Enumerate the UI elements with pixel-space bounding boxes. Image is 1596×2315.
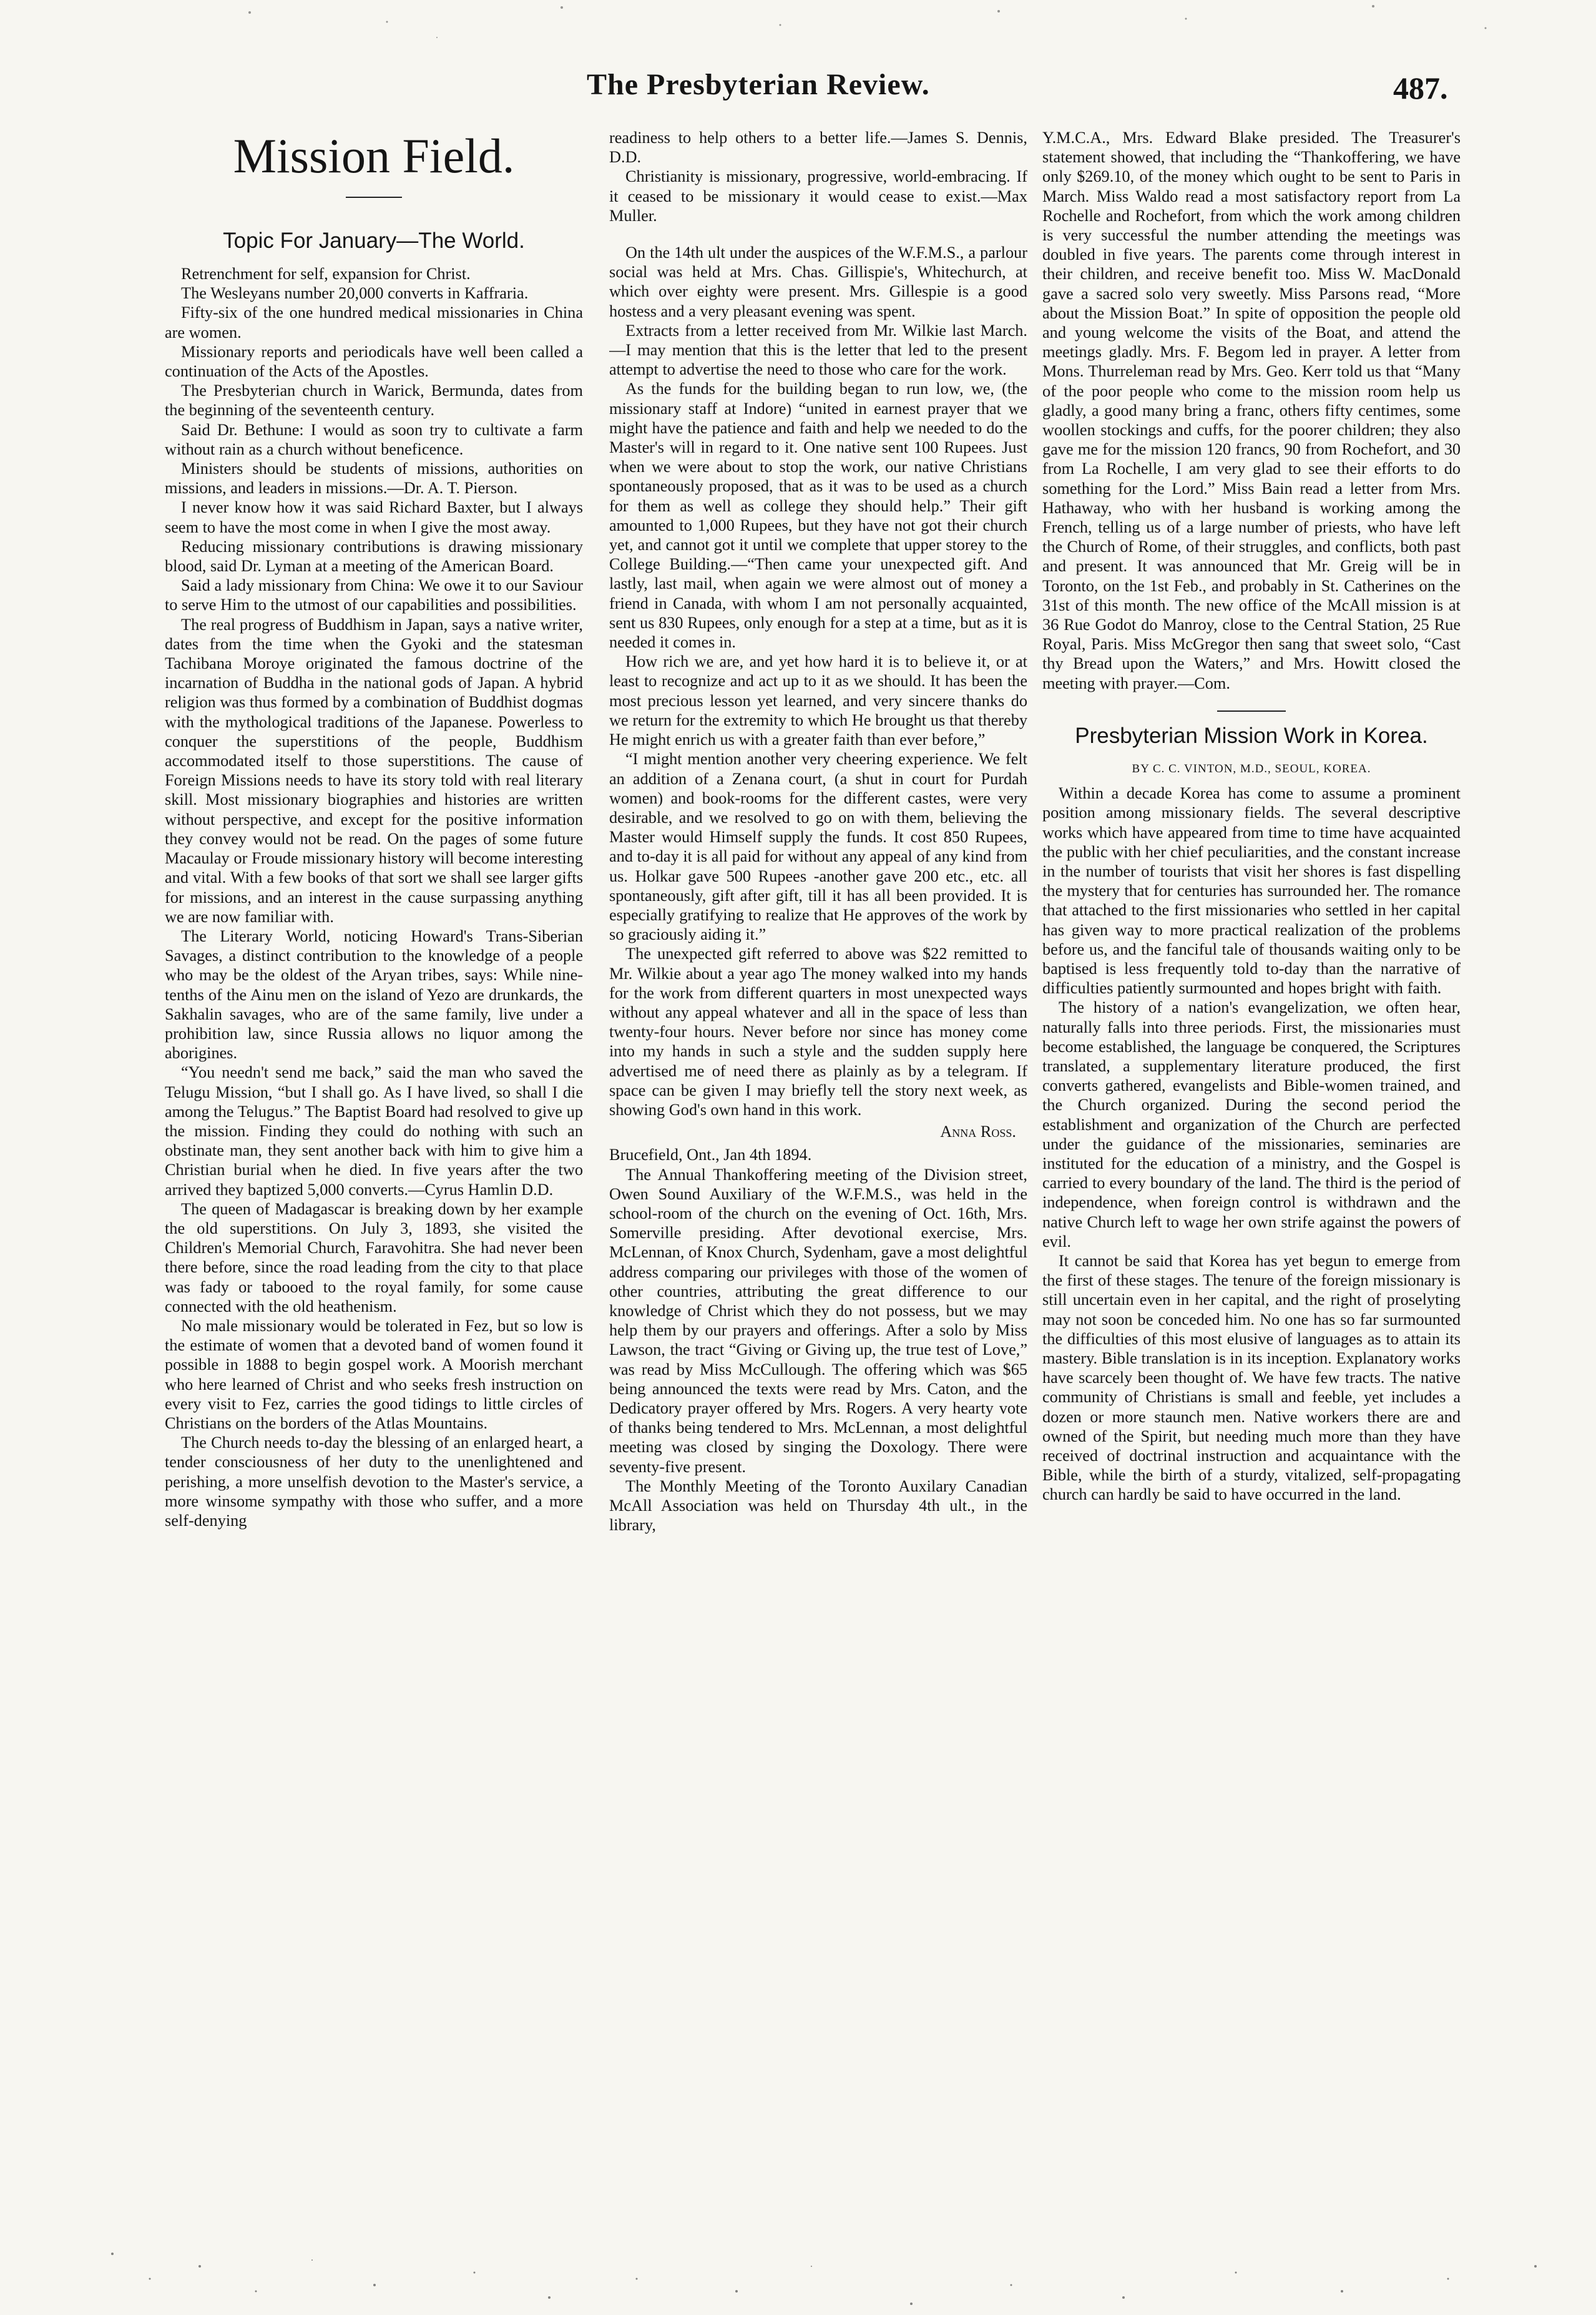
bottom-edge-speckle — [0, 2198, 1596, 2315]
paragraph: The Church needs to-day the blessing of an enlarged heart, a tender consciousness of her duty to the unenlightened and perishing, a more unselfish devotion to the Master's service, a more winsome sympathy with those who suffer, and a more self-denying — [165, 1433, 583, 1530]
paragraph: Brucefield, Ont., Jan 4th 1894. — [609, 1146, 812, 1164]
top-edge-speckle — [0, 0, 1596, 56]
paragraph: The history of a nation's evangelization, we often hear, naturally falls into three periods. First, the missionaries must become established, the language be conquered, the Scriptures translated, a supplementary literature produced, the first converts gathered, evangelists and Bible-women trained, and the Church organized. During the second period the establishment and organization of the Church are perfected under the guidance of the missionaries, seminaries are instituted for the education of a ministry, and the Gospel is carried to every boundary of the land. The third is the period of independence, when foreign control is withdrawn and the native Church left to wage her own strife against the powers of evil. — [1042, 998, 1461, 1251]
paragraph: Within a decade Korea has come to assume a prominent position among missionary fields. The several descriptive works which have appeared from time to time have acquainted the public with her chief peculiarities, and the constant increase in the number of tourists that visit her shores is fast dispelling the mystery that for centuries has surrounded her. The romance that attached to the first missionaries who settled in her capital has given way to more practical realization of the problems before us, and the fanciful tale of thousands waiting only to be baptised is less frequently told to-day than the narrative of difficulties patiently surmounted and hopes bright with faith. — [1042, 784, 1461, 998]
col2-body-top — [609, 128, 1027, 1119]
paragraph: The Annual Thankoffering meeting of the Division street, Owen Sound Auxiliary of the W.F.M.S., was held in the school-room of the church on the evening of Oct. 16th, Mrs. Somerville presiding. After devotional exercise, Mrs. McLennan, of Knox Church, Sydenham, gave a most delightful address comparing our privileges with those of the women of other countries, attributing the great difference to our knowledge of Christ which they do not possess, but we may help them by our prayers and offerings. After a solo by Miss Lawson, the tract “Giving or Giving up, the true test of Love,” was read by Miss McCullough. The offering which was $65 being announced the texts were read by Mrs. Caton, and the Dedicatory prayer offered by Mrs. Rogers. A very hearty vote of thanks being tendered to Mrs. McLennan, a most delightful meeting was closed by singing the Doxology. There were seventy-five present. — [609, 1165, 1027, 1476]
paragraph: Fifty-six of the one hundred medical missionaries in China are women. — [165, 303, 583, 342]
paragraph: I never know how it was said Richard Baxter, but I always seem to have the most come in when I give the most away. — [165, 498, 583, 536]
col2-body-bottom — [609, 1145, 1027, 1535]
paragraph: How rich we are, and yet how hard it is to believe it, or at least to recognize and act up to it as we should. It has been the most precious lesson yet learned, and very sincere thanks do we return for the extremity to which He brought us that thereby He might enrich us with a greater faith than ever before,” — [609, 652, 1027, 749]
paragraph: Reducing missionary contributions is drawing missionary blood, said Dr. Lyman at a meeting of the American Board. — [165, 537, 583, 576]
journal-title: The Presbyterian Review. — [587, 68, 930, 101]
column-1 — [165, 128, 583, 2157]
letter-signature: Anna Ross. — [940, 1123, 1016, 1141]
korea-heading: Presbyterian Mission Work in Korea. — [1075, 723, 1428, 748]
section-masthead: Mission Field. — [233, 129, 515, 183]
paragraph: “You needn't send me back,” said the man who saved the Telugu Mission, “but I shall go. As I have lived, so shall I die among the Telugus.” The Baptist Board had resolved to give up the mission. Finding they could do nothing with such an obstinate man, they sent another back with him to give him a Christian burial when he died. In five years after the two arrived they baptized 5,000 converts.—Cyrus Hamlin D.D. — [165, 1063, 583, 1199]
paragraph: Christianity is missionary, progressive, world-embracing. If it ceased to be missionary it would cease to exist.—Max Muller. — [609, 167, 1027, 225]
column-3 — [1042, 128, 1461, 2157]
masthead-rule — [346, 197, 402, 198]
paragraph: Ministers should be students of missions, authorities on missions, and leaders in missions.—Dr. A. T. Pierson. — [165, 460, 583, 498]
paragraph: Retrenchment for self, expansion for Christ. — [181, 265, 471, 283]
paragraph: “I might mention another very cheering experience. We felt an addition of a Zenana court, (a shut in court for Purdah women) and book-rooms for the different castes, were very desirable, and we resolved to go on with them, believing the Master would Himself supply the funds. It cost 850 Rupees, and to-day it is all paid for without any appeal of any kind from us. Holkar gave 500 Rupees -another gave 200 etc., etc. all spontaneously, gift after gift, till it has all been provided. It is especially gratifying to realize that He approves of the work by so graciously aiding it.” — [609, 750, 1027, 944]
col3-body-top — [1042, 128, 1461, 693]
paragraph: Extracts from a letter received from Mr. Wilkie last March.—I may mention that this is the letter that led to the present attempt to advertise the need to those who care for the work. — [609, 321, 1027, 379]
paragraph: Y.M.C.A., Mrs. Edward Blake presided. The Treasurer's statement showed, that including the “Thankoffering, we have only $269.10, of the money which ought to be sent to Paris in March. Miss Waldo read a most satisfactory report from La Rochelle and Rochefort, from which the work among children is very successful the number attending the meetings was doubled in five years. The parents come through interest in their children, and receive benefit too. Miss W. MacDonald gave a sacred solo very sweetly. Miss Parsons read, “More about the Mission Boat.” In spite of opposition the people old and young welcome the visits of the Boat, and attend the meetings gladly. Mrs. F. Begom led in prayer. A letter from Mons. Thurreleman read by Mrs. Geo. Kerr told us that “Many of the poor people who come to the mission room help us gladly, a good many bring a franc, others fifty centimes, some woollen stockings and cuffs, for the poorer children; they also gave me for the mission 120 francs, 90 from Rochefort, and 30 from La Rochelle, I am very glad to see their efforts to do something for the Lord.” Miss Bain read a letter from Mrs. Hathaway, who with her husband is working among the French, telling us of a large number of priests, who have left the Church of Rome, of their struggles, and conflicts, both past and present. It was announced that Mr. Greig will be in Toronto, on the 1st Feb., and probably in St. Catherines on the 31st of this month. The new office of the McAll mission is at 36 Rue Godot do Manroy, close to the Central Station, 25 Rue Royal, Paris. Miss McGregor then sang that sweet solo, “Cast thy Bread upon the Waters,” and Mrs. Howitt closed the meeting with prayer.—Com. — [1042, 129, 1461, 692]
paragraph: readiness to help others to a better life.—James S. Dennis, D.D. — [609, 129, 1027, 167]
paragraph: The Monthly Meeting of the Toronto Auxilary Canadian McAll Association was held on Thursday 4th ult., in the library, — [609, 1477, 1027, 1535]
paragraph: No male missionary would be tolerated in Fez, but so low is the estimate of women that a devoted band of women found it possible in 1888 to begin gospel work. A Moorish merchant who here learned of Christ and who seeks fresh instruction on every visit to Fez, carries the good tidings to little circles of Christians on the borders of the Atlas Mountains. — [165, 1316, 583, 1432]
topic-heading: Topic For January—The World. — [223, 229, 525, 253]
paragraph: The Literary World, noticing Howard's Trans-Siberian Savages, a distinct contribution to the knowledge of a people who may be the oldest of the Aryan tribes, says: While nine-tenths of the Ainu men on the island of Yezo are drunkards, the Sakhalin savages, who are of the same family, live under a prohibition law, since Russia allows no liquor among the aborigines. — [165, 926, 583, 1063]
paragraph: On the 14th ult under the auspices of the W.F.M.S., a parlour social was held at Mrs. Chas. Gillispie's, Whitechurch, at which over eighty were present. Mrs. Gillespie is a good hostess and a very pleasant evening was spent. — [609, 243, 1027, 320]
paragraph: Missionary reports and periodicals have well been called a continuation of the Acts of the Apostles. — [165, 342, 583, 381]
paragraph: Said Dr. Bethune: I would as soon try to cultivate a farm without rain as a church without beneficence. — [165, 420, 583, 458]
page-number: 487. — [1393, 71, 1448, 106]
paragraph: Said a lady missionary from China: We owe it to our Saviour to serve Him to the utmost of our capabilities and possibilities. — [165, 576, 583, 614]
section-rule — [1217, 710, 1286, 712]
article-byline: BY C. C. VINTON, M.D., SEOUL, KOREA. — [1132, 762, 1371, 775]
paragraph: As the funds for the building began to run low, we, (the missionary staff at Indore) “united in earnest prayer that we might have the patience and faith and help we needed to do the Master's will in regard to it. One native sent 100 Rupees. Just when we were about to stop the work, our native Christians spontaneously proposed, that as it was to be used as a church for them as well as college they should help.” Their gift amounted to 1,000 Rupees, but they have not got their church yet, and cannot got it until we complete that upper storey to the College Building.—“Then came your unexpected gift. And lastly, last mail, when again we were almost out of money a friend in Canada, with whom I am not personally acquainted, sent us 830 Rupees, only enough for a step at a time, but as it is needed it comes in. — [609, 380, 1027, 652]
paragraph: The queen of Madagascar is breaking down by her example the old superstitions. On July 3, 1893, she visited the Children's Memorial Church, Faravohitra. She had never been there before, since the road leading from the city to that place was fady or tabooed to the royal family, for some cause connected with the old heathenism. — [165, 1199, 583, 1315]
paragraph: It cannot be said that Korea has yet begun to emerge from the first of these stages. The tenure of the foreign missionary is still uncertain even in her capital, and the right of proselyting may not soon be conceded him. No one has so far surmounted the difficulties of this most elusive of languages as to attain its mastery. Bible translation is in its inception. Explanatory works have scarcely been thought of. We have few tracts. The native community of Christians is small and feeble, yet includes a dozen or more staunch men. Native workers there are and owned of the Spirit, but needing much more than they have received of doctrinal instruction and acquaintance with the Bible, while the birth of a sturdy, vitalized, self-propagating church can hardly be said to have occurred in the land. — [1042, 1251, 1461, 1504]
paragraph: The Wesleyans number 20,000 converts in Kaffraria. — [181, 284, 529, 303]
col1-body — [165, 264, 583, 1530]
running-head — [0, 67, 1596, 105]
col3-body-bottom — [1042, 784, 1461, 1505]
paragraph: The real progress of Buddhism in Japan, says a native writer, dates from the time when the Gyoki and the statesman Tachibana Moroye originated the famous doctrine of the incarnation of Buddha in the national gods of Japan. A hybrid religion was thus formed by a combination of Buddhist dogmas with the mythological traditions of the Japanese. Powerless to conquer the superstitions of the people, Buddhism accommodated itself to those superstitions. The cause of Foreign Missions needs to have its story told with real literary skill. Most missionary biographies and histories are written without perspective, and except for the positive information they convey would not be read. On the pages of some future Macaulay or Froude missionary history will become interesting and vital. With a few books of that sort we shall see larger gifts for missions, and an interest in the cause surpassing anything we are now familiar with. — [165, 615, 583, 926]
paragraph: The unexpected gift referred to above was $22 remitted to Mr. Wilkie about a year ago The money walked into my hands for the work from different quarters in most unexpected ways without any appeal whatever and all in the space of less than twenty-four hours. Never before nor since has money come into my hands in such a style and the sudden supply here advertised me of need there as plainly as by a telegram. If space can be given I may briefly tell the story next week, as showing God's own hand in this work. — [609, 945, 1027, 1119]
column-2 — [609, 128, 1027, 2157]
paragraph: The Presbyterian church in Warick, Bermunda, dates from the beginning of the seventeenth century. — [165, 381, 583, 420]
